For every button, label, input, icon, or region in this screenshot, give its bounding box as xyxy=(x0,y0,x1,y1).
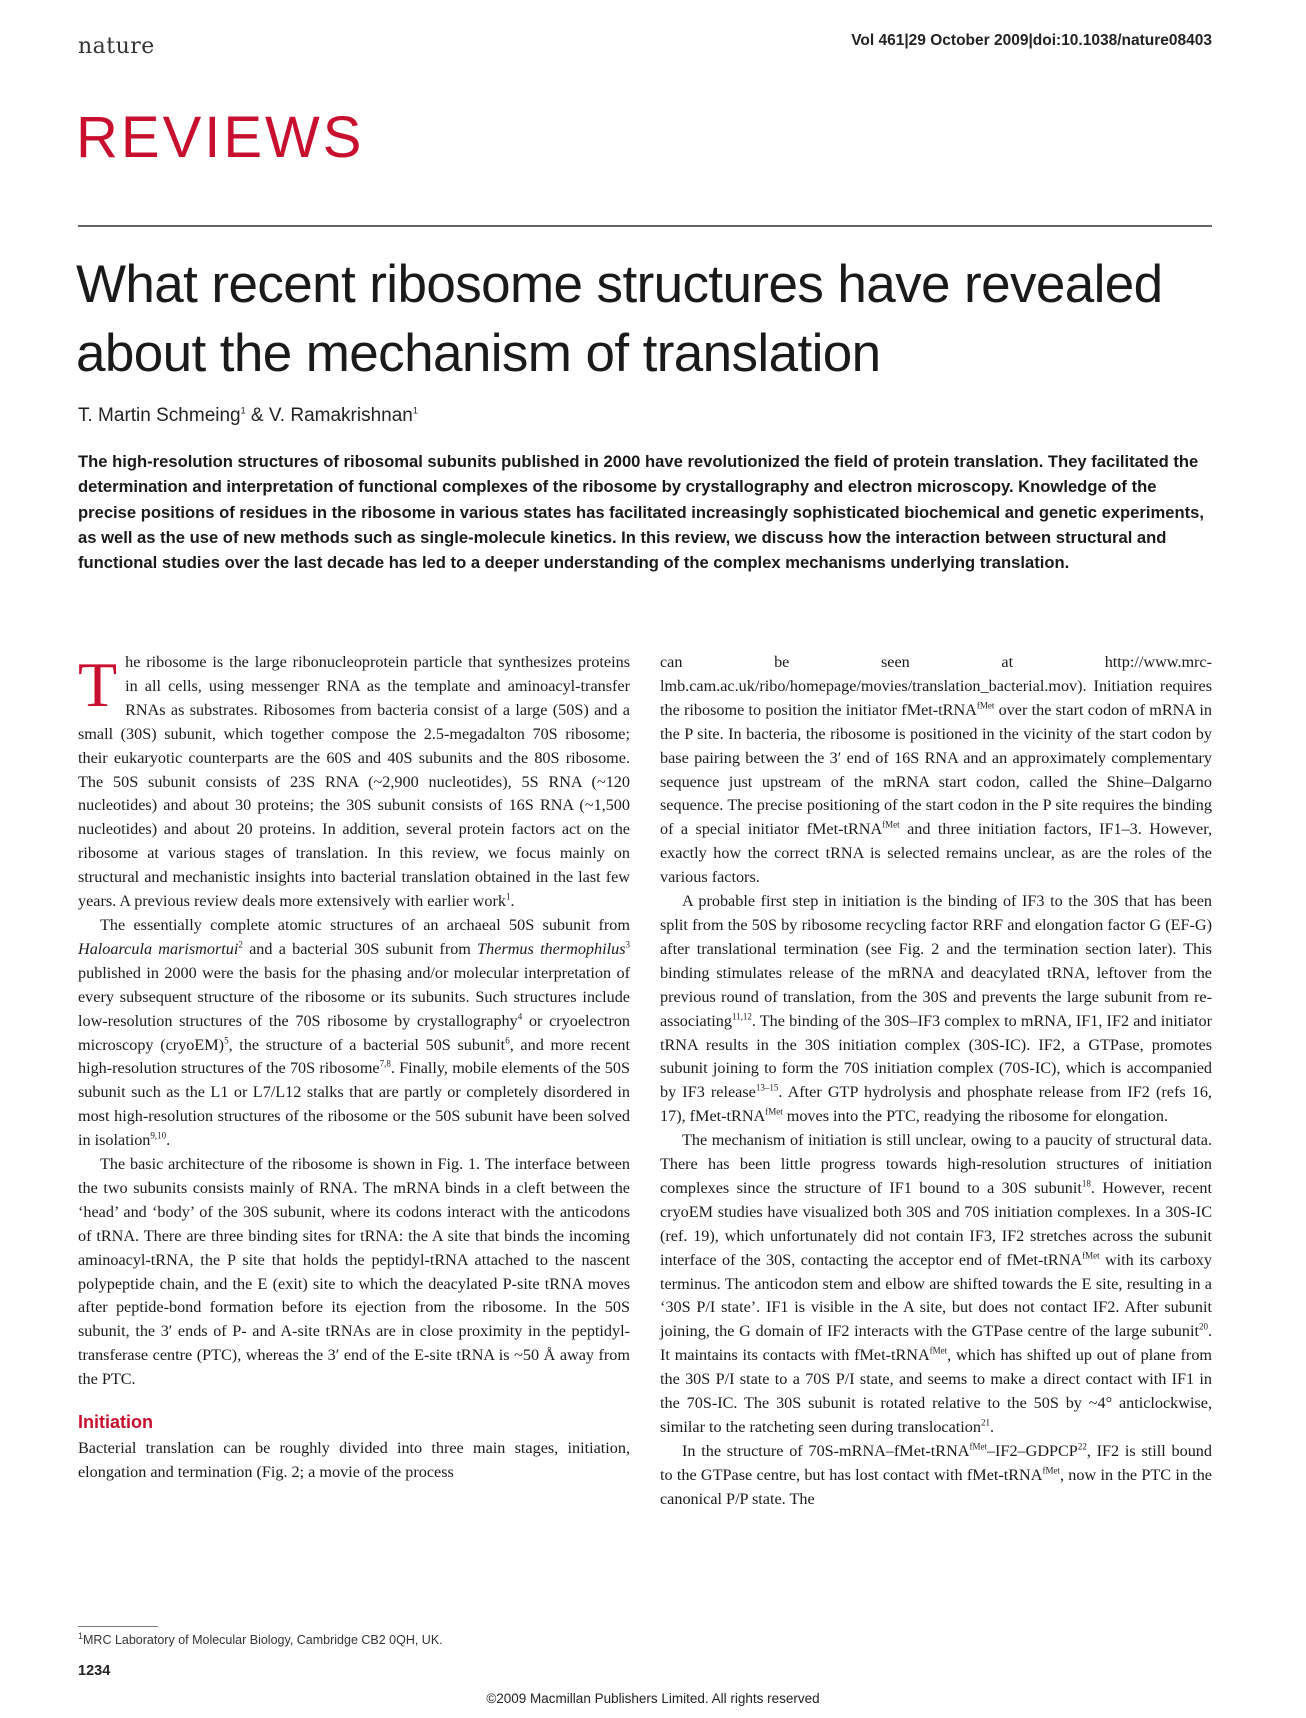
reference-marker: 3 xyxy=(625,939,630,950)
affiliation-footnote xyxy=(78,1630,443,1647)
section-label: REVIEWS xyxy=(76,105,365,170)
body-paragraph: The ribosome is the large ribonucleoprotein particle that synthesizes proteins in all cells, using messenger RNA as the template and aminoacyl-transfer RNAs as substrates. Ribosomes from bacteria consist of a large (50S) and a small (30S) subunit, which together compose the 2.5-megadalton 70S ribosome; their eukaryotic counterparts are the 60S and 40S subunits and the 80S ribosome. The 50S subunit consists of 23S RNA (~2,900 nucleotides), 5S RNA (~120 nucleotides) and about 30 proteins; the 30S subunit consists of 16S RNA (~1,500 nucleotides) and about 20 proteins. In addition, several protein factors act on the ribosome at various stages of translation. In this review, we focus mainly on structural and mechanistic insights into bacterial translation obtained in the last few years. A previous review deals more extensively with earlier work$^1$. xyxy=(78,649,630,911)
body-column-right xyxy=(660,651,1212,1512)
body-paragraph: In the structure of 70S-mRNA–fMet-tRNA$^{fMet}$–IF2–GDPCP$^{22}$, IF2 is still bound to the GTPase centre, but has lost contact with fMet-tRNA$^{fMet}$, now in the PTC in the canonical P/P state. The xyxy=(660,1441,1212,1508)
body-paragraph: The basic architecture of the ribosome is shown in Fig. 1. The interface between the two subunits consists mainly of RNA. The mRNA binds in a cleft between the ‘head’ and ‘body’ of the 30S subunit, where its codons interact with the anticodons of tRNA. There are three binding sites for tRNA: the A site that binds the incoming aminoacyl-tRNA, the P site that holds the peptidyl-tRNA attached to the nascent polypeptide chain, and the E (exit) site to which the deacylated P-site tRNA moves after peptide-bond formation before its ejection from the ribosome. In the 50S subunit, the 3′ ends of P- and A-site tRNAs are in close proximity in the peptidyl-transferase centre (PTC), whereas the 3′ end of the E-site tRNA is ~50 Å away from the PTC. xyxy=(78,1155,630,1389)
author-list xyxy=(78,405,418,427)
reference-marker: 20 xyxy=(1198,1321,1208,1332)
superscript: fMet xyxy=(1042,1465,1060,1476)
body-paragraph: The mechanism of initiation is still unclear, owing to a paucity of structural data. There has been little progress towards high-resolution structures of initiation complexes since the structure of IF1 bound to a 30S subunit$^{18}$. However, recent cryoEM studies have visualized both 30S and 70S initiation complexes. In a 30S-IC (ref. 19), which unfortunately did not contain IF3, IF2 stretches across the subunit interface of the 30S, contacting the acceptor end of fMet-tRNA$^{fMet}$ with its carboxy terminus. The anticodon stem and elbow are shifted towards the E site, resulting in a ‘30S P/I state’. IF1 is visible in the A site, but does not contact IF2. After subunit joining, the G domain of IF2 interacts with the GTPase centre of the large subunit$^{20}$. It maintains its contacts with fMet-tRNA$^{fMet}$, which has shifted up out of plane from the 30S P/I state to a 70S P/I state, and seems to make a direct contact with IF1 in the 70S-IC. The 30S subunit is rotated relative to the 50S by ~4° anticlockwise, similar to the ratcheting seen during translocation$^{21}$. xyxy=(660,1131,1213,1436)
body-paragraph: A probable first step in initiation is the binding of IF3 to the 30S that has been split from the 50S by ribosome recycling factor RRF and elongation factor G (EF-G) after translational termination (see Fig. 2 and the termination section later). This binding stimulates release of the mRNA and deacylated tRNA, leftover from the previous round of translation, from the 30S and prevents the large subunit from re-associating$^{11,12}$. The binding of the 30S–IF3 complex to mRNA, IF1, IF2 and initiator tRNA results in the 30S initiation complex (30S-IC). IF2, a GTPase, promotes subunit joining to form the 70S initiation complex (70S-IC), which is accompanied by IF3 release$^{13-15}$. After GTP hydrolysis and phosphate release from IF2 (refs 16, 17), fMet-tRNA$^{fMet}$ moves into the PTC, readying the ribosome for elongation. xyxy=(660,892,1212,1126)
superscript: fMet xyxy=(976,700,995,711)
section-heading-initiation: Initiation xyxy=(78,1412,153,1433)
species-name: Thermus thermophilus xyxy=(477,939,626,958)
reference-marker: 21 xyxy=(980,1417,990,1428)
reference-marker: 11,12 xyxy=(731,1011,752,1022)
author-separator: & xyxy=(245,405,269,426)
reference-marker: 6 xyxy=(505,1035,510,1046)
superscript: fMet xyxy=(765,1106,783,1117)
superscript: fMet xyxy=(1082,1250,1100,1261)
author-name: T. Martin Schmeing xyxy=(78,405,241,426)
reference-marker: 18 xyxy=(1081,1178,1091,1189)
superscript: fMet xyxy=(882,819,900,830)
reference-marker: 7,8 xyxy=(379,1059,391,1070)
drop-cap: T xyxy=(78,649,118,720)
reference-marker: 1 xyxy=(505,891,511,902)
header-divider xyxy=(78,225,1212,227)
reference-marker: 5 xyxy=(224,1035,229,1046)
page-number: 1234 xyxy=(78,1663,111,1679)
reference-marker: 2 xyxy=(238,939,243,950)
reference-marker: 22 xyxy=(1077,1441,1087,1452)
superscript: fMet xyxy=(969,1441,987,1452)
article-title: What recent ribosome structures have revealed about the mechanism of translation xyxy=(76,255,1163,383)
superscript: fMet xyxy=(929,1345,948,1356)
reference-marker: 4 xyxy=(517,1011,523,1022)
body-paragraph: The essentially complete atomic structures of an archaeal 50S subunit from Haloarcula marismortui$^2$ and a bacterial 30S subunit from Thermus thermophilus$^3$ published in 2000 were the basis for the phasing and/or molecular interpretation of every subsequent structure of the ribosome or its subunits. Such structures include low-resolution structures of the 70S ribosome by crystallography$^4$ or cryoelectron microscopy (cryoEM)$^5$, the structure of a bacterial 50S subunit$^6$, and more recent high-resolution structures of the 70S ribosome$^{7,8}$. Finally, mobile elements of the 50S subunit such as the L1 or L7/L12 stalks that are partly or completely disordered in most high-resolution structures of the ribosome or the 50S subunit have been solved in isolation$^{9,10}$. xyxy=(78,915,631,1150)
author-name: V. Ramakrishnan xyxy=(268,405,413,426)
reference-marker: 13–15 xyxy=(755,1082,779,1093)
species-name: Haloarcula marismortui xyxy=(78,939,239,958)
reference-marker: 9,10 xyxy=(150,1130,167,1141)
copyright-notice: ©2009 Macmillan Publishers Limited. All rights reserved xyxy=(486,1691,820,1706)
body-paragraph: Bacterial translation can be roughly divided into three main stages, initiation, elongation and termination (Fig. 2; a movie of the process xyxy=(78,1439,630,1481)
affiliation-marker: 1 xyxy=(240,405,246,416)
body-column-left xyxy=(78,651,630,1485)
citation-line: Vol 461|29 October 2009|doi:10.1038/nature08403 xyxy=(851,32,1212,49)
abstract: The high-resolution structures of ribosomal subunits published in 2000 have revolutionized the field of protein translation. They facilitated the determination and interpretation of functional complexes of the ribosome by crystallography and electron microscopy. Knowledge of the precise positions of residues in the ribosome in various states has facilitated increasingly sophisticated biochemical and genetic experiments, as well as the use of new methods such as single-molecule kinetics. In this review, we discuss how the interaction between structural and functional studies over the last decade has led to a deeper understanding of the complex mechanisms underlying translation. xyxy=(78,452,1204,573)
journal-name: nature xyxy=(78,34,155,59)
affiliation-text: MRC Laboratory of Molecular Biology, Cambridge CB2 0QH, UK. xyxy=(83,1633,443,1647)
affiliation-marker: 1 xyxy=(412,405,418,416)
affiliation-marker: 1 xyxy=(78,1630,84,1641)
footnote-divider xyxy=(78,1626,158,1627)
body-paragraph: can be seen at http://www.mrc-lmb.cam.ac.uk/ribo/homepage/movies/translation_bacterial.mov). Initiation requires the ribosome to position the initiator fMet-tRNA$^{fMet}$ over the start codon of mRNA in the P site. In bacteria, the ribosome is positioned in the vicinity of the start codon by base pairing between the 3′ end of 16S RNA and an approximately complementary sequence just upstream of the mRNA start codon, called the Shine–Dalgarno sequence. The precise positioning of the start codon in the P site requires the binding of a special initiator fMet-tRNA$^{fMet}$ and three initiation factors, IF1–3. However, exactly how the correct tRNA is selected remains unclear, as are the roles of the various factors. xyxy=(660,653,1213,887)
